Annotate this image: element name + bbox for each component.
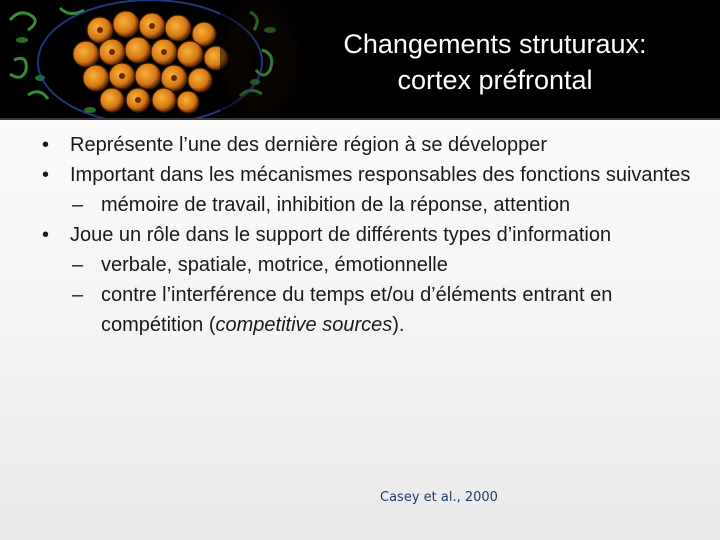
dash-marker: – <box>72 254 84 276</box>
bullet-text: Représente l’une des dernière région à se développer <box>70 134 547 156</box>
bullet-text: Joue un rôle dans le support de différents types d’information <box>70 224 612 246</box>
slide-header <box>0 0 720 120</box>
title-line-1: Changements struturaux: <box>343 29 647 59</box>
italic-term: competitive sources <box>215 314 393 336</box>
citation-author: Casey et al., <box>380 490 461 505</box>
bullet-item <box>42 160 702 190</box>
sub-bullet-text-end: ). <box>392 314 405 336</box>
citation <box>380 490 580 505</box>
dash-marker: – <box>72 194 84 216</box>
bullet-text: Important dans les mécanismes responsables des fonctions suivantes <box>70 164 691 186</box>
slide-title <box>280 26 710 98</box>
bullet-marker: • <box>42 164 50 186</box>
citation-year: 2000 <box>464 490 498 505</box>
cell-tissue-illustration <box>0 0 300 118</box>
sub-bullet-text-start: contre l’interférence du temps et/ou d’éléments entrant en compétition ( <box>101 284 613 336</box>
sub-bullet-item <box>42 280 702 340</box>
bullet-list <box>42 130 702 340</box>
sub-bullet-item <box>42 190 702 220</box>
title-line-2: cortex préfrontal <box>397 65 593 95</box>
bullet-item <box>42 220 702 250</box>
sub-bullet-text: mémoire de travail, inhibition de la réponse, attention <box>101 194 571 216</box>
sub-bullet-text: verbale, spatiale, motrice, émotionnelle <box>101 254 448 276</box>
sub-bullet-item <box>42 250 702 280</box>
bullet-item <box>42 130 702 160</box>
dash-marker: – <box>72 284 84 306</box>
bullet-marker: • <box>42 224 50 246</box>
sub-bullet-text <box>101 280 702 340</box>
bullet-marker: • <box>42 134 50 156</box>
